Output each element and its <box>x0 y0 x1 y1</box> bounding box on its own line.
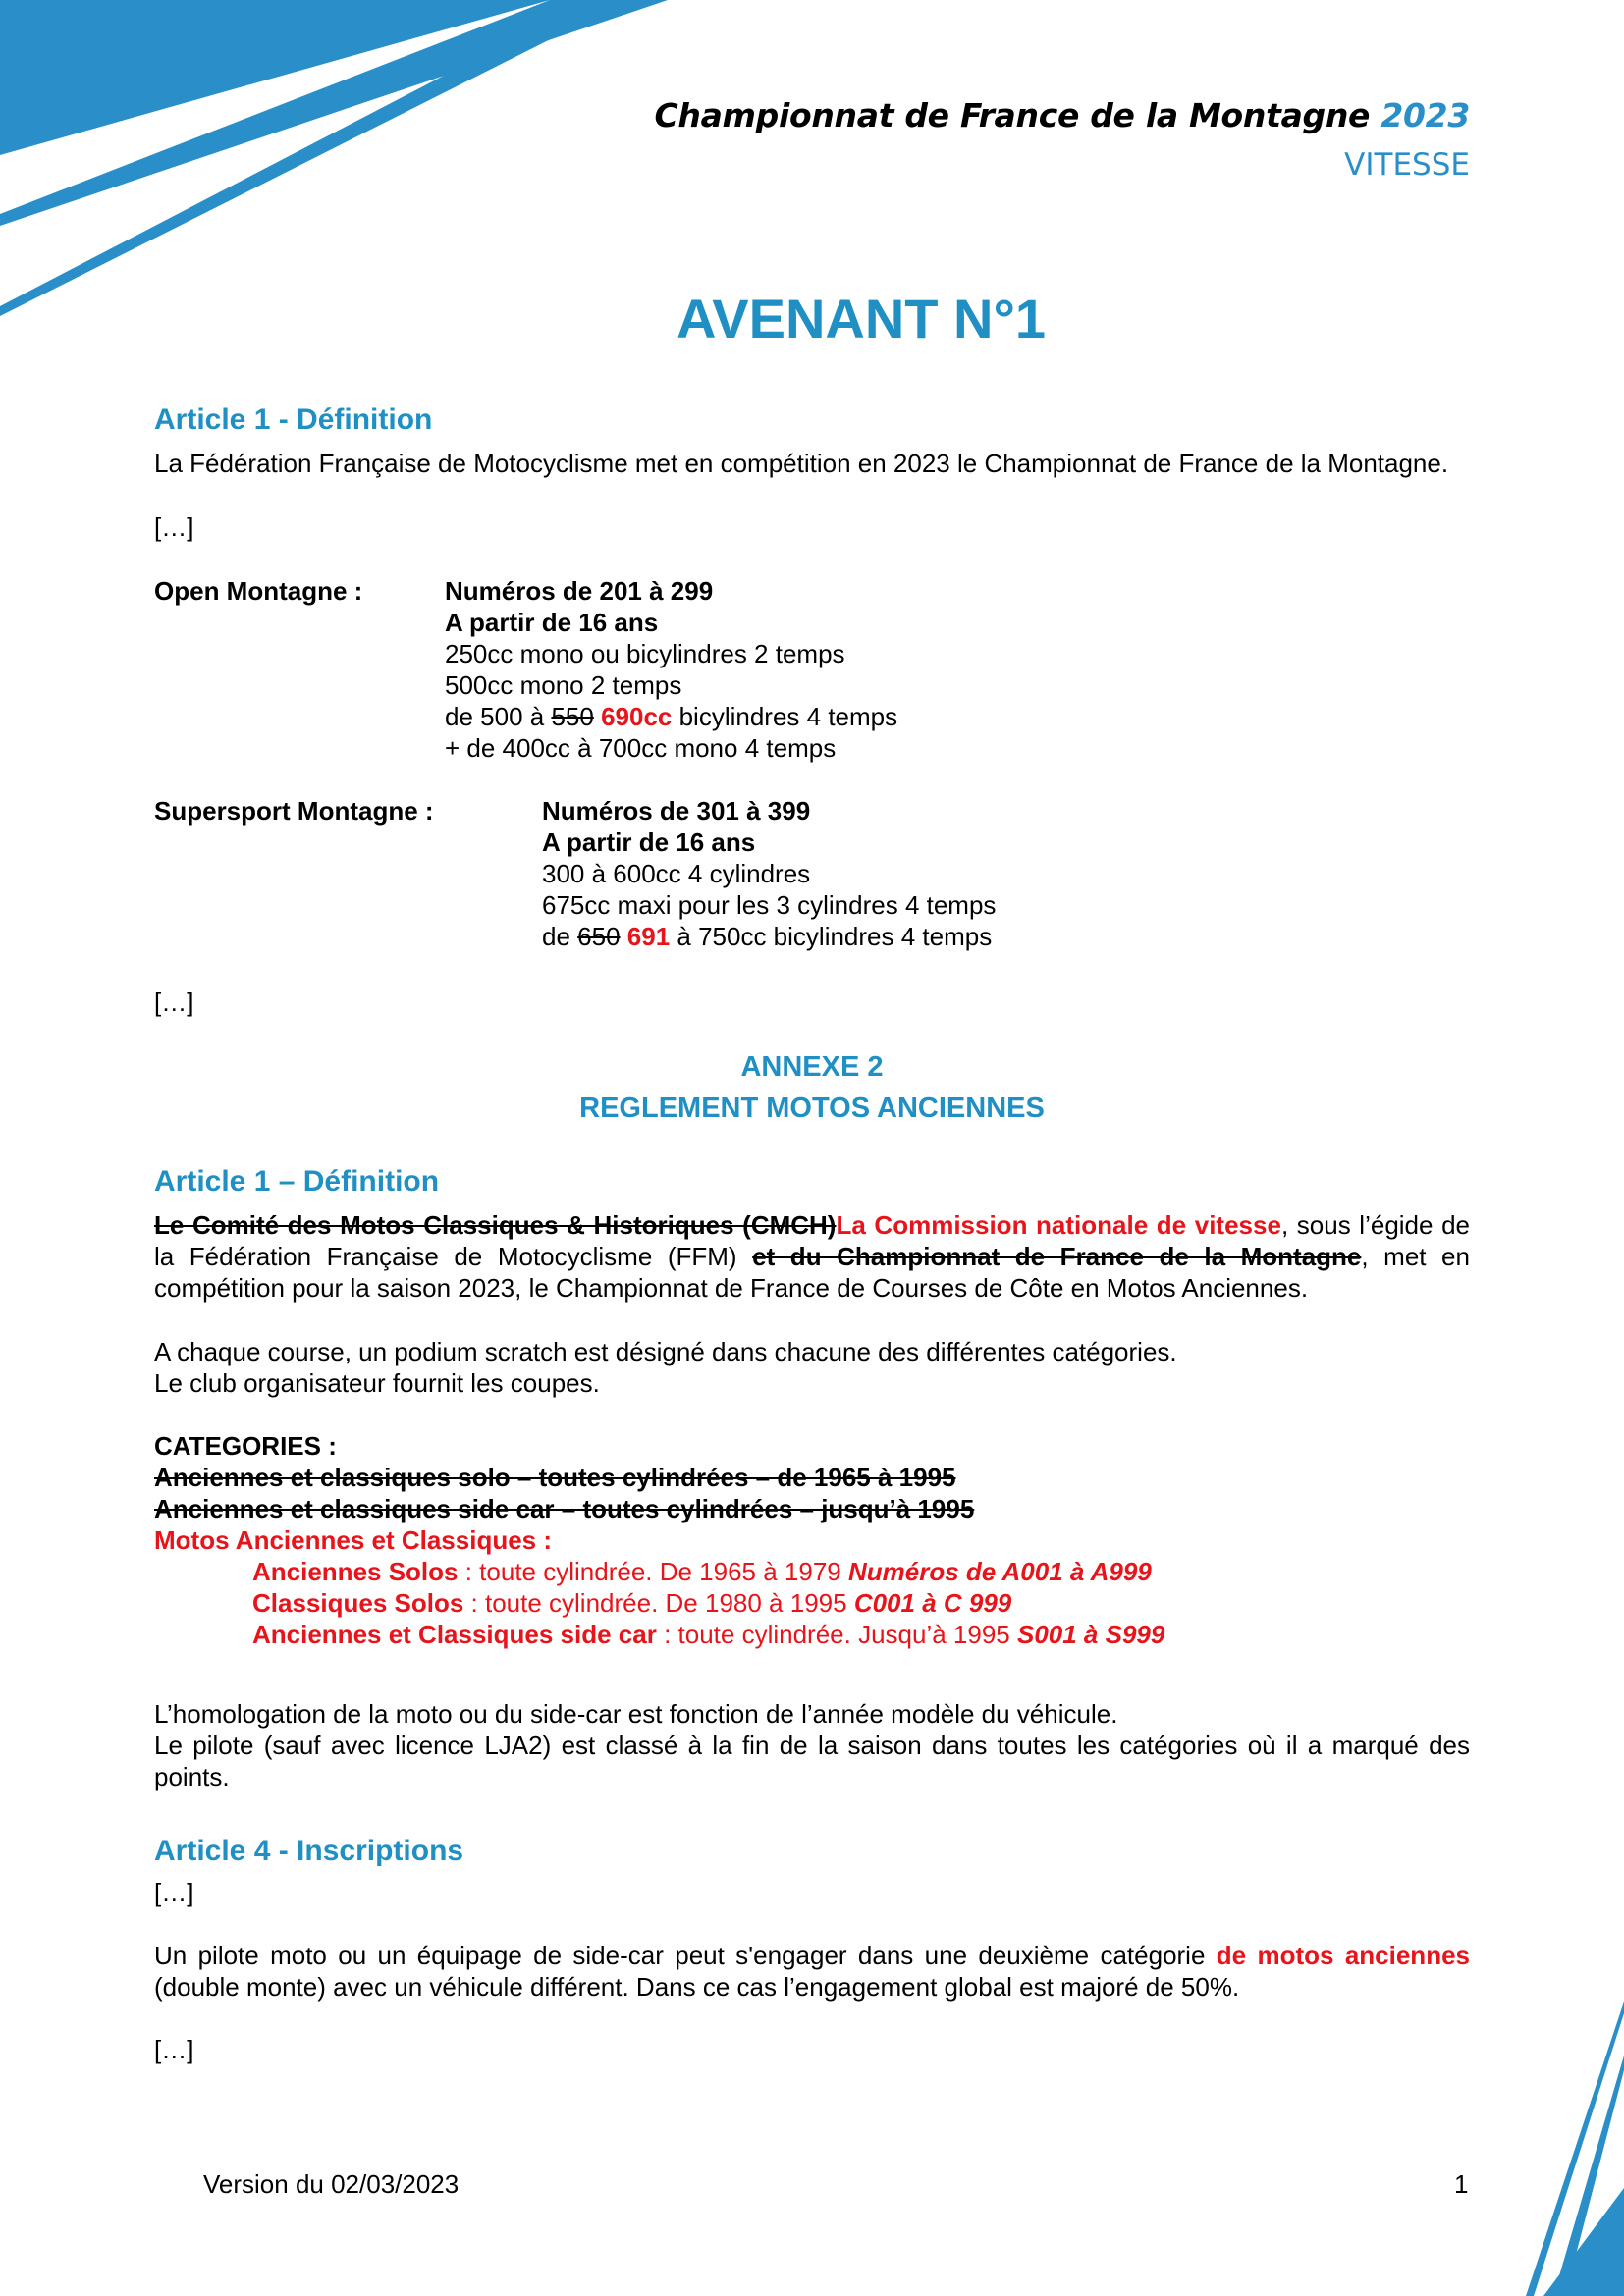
supersport-label: Supersport Montagne : <box>154 796 434 826</box>
page-title: AVENANT N°1 <box>676 288 1047 349</box>
section3-ellipsis-2: […] <box>154 2035 194 2064</box>
section1-paragraph: La Fédération Française de Motocyclisme met en compétition en 2023 le Championnat de France de la Montagne. <box>154 449 1449 478</box>
bottom-right-decoration <box>1526 2002 1624 2296</box>
footer-version: Version du 02/03/2023 <box>203 2169 460 2199</box>
header-title: Championnat de France de la Montagne 2023 <box>654 96 1470 134</box>
supersport-line3: de 650 691 à 750cc bicylindres 4 temps <box>542 922 993 951</box>
header-subtitle: VITESSE <box>1344 147 1470 183</box>
header-year: 2023 <box>1380 96 1470 134</box>
section2-paragraph5: Le pilote (sauf avec licence LJA2) est classé à la fin de la saison dans toutes les catégories où il a marqué des points. <box>154 1731 1470 1791</box>
category-classic-solo: Classiques Solos : toute cylindrée. De 1980 à 1995 C001 à C 999 <box>252 1588 1012 1618</box>
section2-heading: Article 1 – Définition <box>154 1165 440 1198</box>
red-insert-motos-anciennes: de motos anciennes <box>1216 1941 1470 1970</box>
supersport-new-value: 691 <box>626 922 671 951</box>
section2-paragraph2: A chaque course, un podium scratch est désigné dans chacune des différentes catégories. <box>154 1337 1177 1366</box>
section2-paragraph4: L’homologation de la moto ou du side-car est fonction de l’année modèle du véhicule. <box>154 1699 1118 1729</box>
section2-paragraph1: Le Comité des Motos Classiques & Historiques (CMCH)La Commission nationale de vitesse, sous l’égide de la Fédération Française de Motocyclisme (FFM) et du Championnat de France de la Montagne, met en compétition pour la saison 2023, le Championnat de France de Courses de Côte en Motos Anciennes. <box>154 1210 1470 1303</box>
new-committee: La Commission nationale de vitesse <box>836 1210 1281 1240</box>
supersport-old-value: 650 <box>577 922 621 951</box>
category-sidecar: Anciennes et Classiques side car : toute cylindrée. Jusqu’à 1995 S001 à S999 <box>252 1620 1165 1649</box>
open-new-value: 690cc <box>601 702 673 731</box>
annexe-title: ANNEXE 2 <box>740 1051 884 1083</box>
supersport-line1: 300 à 600cc 4 cylindres <box>542 859 811 888</box>
category-ancient-solo: Anciennes Solos : toute cylindrée. De 1965 à 1979 Numéros de A001 à A999 <box>252 1557 1152 1586</box>
supersport-numbers: Numéros de 301 à 399 <box>542 796 811 826</box>
open-line1: 250cc mono ou bicylindres 2 temps <box>445 639 845 668</box>
strike-old-committee: Le Comité des Motos Classiques & Historiques (CMCH) <box>154 1210 837 1240</box>
strike-old-championship: et du Championnat de France de la Montagne <box>752 1242 1362 1271</box>
section3-paragraph: Un pilote moto ou un équipage de side-car peut s'engager dans une deuxième catégorie de motos anciennes (double monte) avec un véhicule différent. Dans ce cas l’engagement global est majoré de 50%. <box>154 1941 1470 2002</box>
category-old-2: Anciennes et classiques side car – toutes cylindrées – jusqu’à 1995 <box>154 1494 975 1523</box>
category-new-heading: Motos Anciennes et Classiques : <box>154 1525 553 1555</box>
annexe-subtitle: REGLEMENT MOTOS ANCIENNES <box>579 1093 1045 1124</box>
section3-heading: Article 4 - Inscriptions <box>154 1835 464 1867</box>
open-age: A partir de 16 ans <box>445 608 659 637</box>
section2-paragraph3: Le club organisateur fournit les coupes. <box>154 1368 600 1398</box>
open-old-value: 550 <box>551 702 594 731</box>
supersport-age: A partir de 16 ans <box>542 828 756 857</box>
category-old-1: Anciennes et classiques solo – toutes cylindrées – de 1965 à 1995 <box>154 1463 956 1492</box>
supersport-line2: 675cc maxi pour les 3 cylindres 4 temps <box>542 890 997 920</box>
open-line3: de 500 à 550 690cc bicylindres 4 temps <box>445 702 898 731</box>
top-left-decoration <box>0 0 668 324</box>
open-label: Open Montagne : <box>154 576 363 606</box>
open-line2: 500cc mono 2 temps <box>445 670 682 700</box>
open-line4: + de 400cc à 700cc mono 4 temps <box>445 733 837 763</box>
section3-ellipsis: […] <box>154 1878 194 1907</box>
section1-heading: Article 1 - Définition <box>154 403 433 436</box>
ellipsis-2: […] <box>154 988 194 1017</box>
page-number: 1 <box>1454 2169 1469 2199</box>
open-numbers: Numéros de 201 à 299 <box>445 576 714 606</box>
categories-heading: CATEGORIES : <box>154 1431 337 1461</box>
section1-ellipsis: […] <box>154 512 194 542</box>
